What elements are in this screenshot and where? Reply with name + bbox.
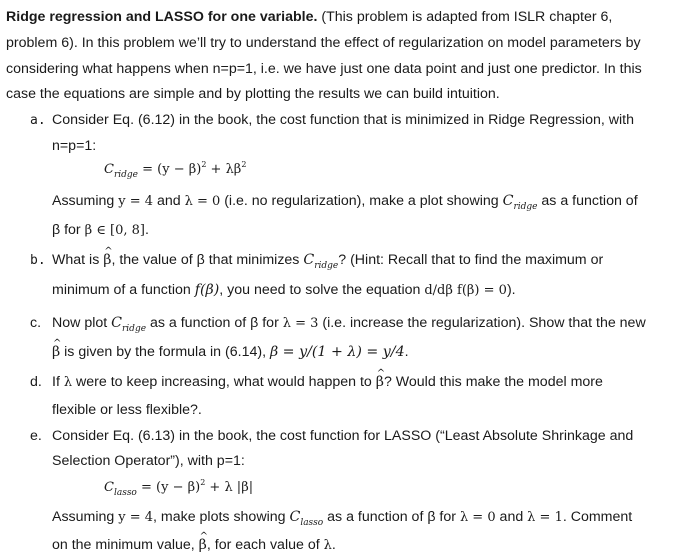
part-d-line-2: flexible or less flexible?. <box>52 402 202 418</box>
part-b-line-2: minimum of a function f(β), you need to solve the equation d/dβ f(β) = 0). <box>52 282 516 298</box>
part-e-line-1: Consider Eq. (6.13) in the book, the cost function for LASSO (“Least Absolute Shrinkage and <box>52 428 634 444</box>
list-marker-e: e. <box>30 428 42 444</box>
intro-text: (This problem is adapted from ISLR chapter 6, <box>317 9 613 25</box>
list-marker-a: a. <box>30 113 46 128</box>
part-c-line-1: Now plot $C_{ridge}$ as a function of β for λ = 3 (i.e. increase the regularization). Show that the new <box>52 315 646 334</box>
part-c-line-2: ^ β is given by the formula in (6.14), β = y/(1 + λ) = y/4. <box>52 343 409 361</box>
intro-line-4: case the equations are simple and by plotting the results we can build intuition. <box>6 86 500 102</box>
problem-title: Ridge regression and LASSO for one variable. <box>6 9 318 25</box>
part-a-line-4: β for β ∈ [0, 8]. <box>52 222 149 238</box>
list-marker-b: b. <box>30 253 46 268</box>
part-a-line-1: Consider Eq. (6.12) in the book, the cost function that is minimized in Ridge Regression, with <box>52 112 634 128</box>
part-b-line-1: What is ^ β, the value of β that minimizes $C_{ridge}$? (Hint: Recall that to find the maximum or <box>52 251 603 271</box>
intro-line-3: considering what happens when n=p=1, i.e. we have just one data point and just one predictor. In this <box>6 61 642 77</box>
part-d-line-1: If λ were to keep increasing, what would happen to ^ β? Would this make the model more <box>52 373 603 392</box>
part-e-line-4: on the minimum value, ^ β, for each value of λ. <box>52 536 336 555</box>
intro-line-1 <box>6 8 612 26</box>
ridge-cost-equation: $C_{ridge} = (y - \beta)^2 + \lambda\beta^2$ <box>104 160 247 180</box>
intro-line-2: problem 6). In this problem we’ll try to understand the effect of regularization on model parameters by <box>6 35 641 51</box>
part-e-line-2: Selection Operator”), with p=1: <box>52 453 245 469</box>
part-a-line-2: n=p=1: <box>52 138 97 154</box>
list-marker-d: d. <box>30 374 42 390</box>
part-e-line-3: Assuming y = 4, make plots showing $C_{lasso}$ as a function of β for λ = 0 and λ = 1. Comment <box>52 509 633 528</box>
lasso-cost-equation: $C_{lasso} = (y - \beta)^2 + \lambda$ |β| <box>104 478 254 498</box>
part-a-line-3: Assuming y = 4 and λ = 0 (i.e. no regularization), make a plot showing $C_{ridge}$ as a function of <box>52 193 638 212</box>
list-marker-c: c. <box>30 315 42 331</box>
